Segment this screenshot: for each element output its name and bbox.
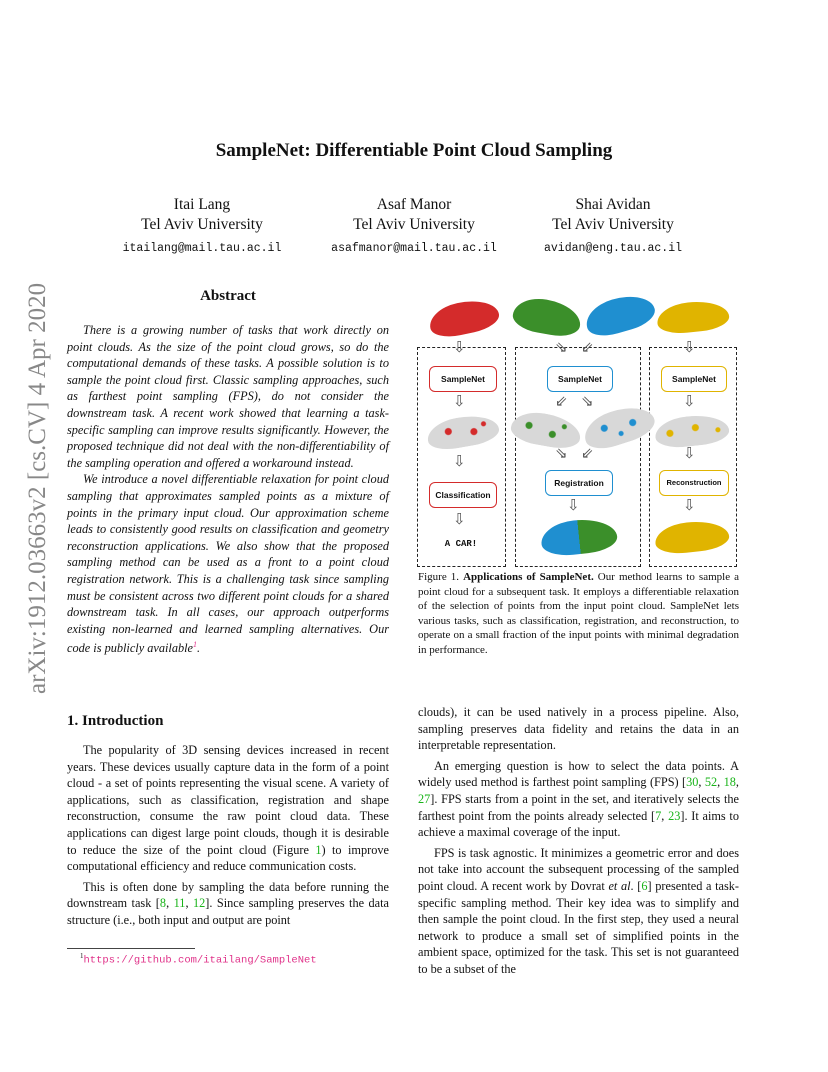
author-2	[299, 195, 529, 259]
intro-paragraph-3: An emerging question is how to select the data points. A widely used method is farthest point sampling (FPS) [30, 52, 18, 27]. FPS starts from a point in the set, and iteratively selects the farthest point from the points already selected [7, 23]. It aims to achieve a maximal coverage of the input.	[418, 758, 739, 840]
arrow-down-icon: ⇙	[555, 392, 568, 410]
arrow-down-icon: ⇩	[683, 444, 696, 462]
author-name: Asaf Manor	[376, 196, 452, 213]
abstract-paragraph-1: There is a growing number of tasks that work directly on point clouds. As the size of the point cloud grows, so do the computational demands of these tasks. A possible solution is to sample the point cloud first. Classic sampling approaches, such as farthest point sampling (FPS), do not consider the downstream task. A recent work showed that learning a task-specific sampling can improve results significantly. However, the proposed technique did not deal with the non-differentiability of the sampling operation and offered a workaround instead.	[67, 323, 389, 470]
citation[interactable]: 27	[418, 791, 431, 806]
footnote-rule	[67, 948, 195, 949]
code-link[interactable]: https://github.com/itailang/SampleNet	[83, 954, 317, 967]
citation[interactable]: 8	[159, 896, 167, 911]
arrow-down-icon: ⇙	[581, 338, 594, 356]
author-name: Itai Lang	[173, 196, 231, 213]
citation[interactable]: 11	[173, 896, 186, 911]
right-column-body	[418, 704, 739, 982]
author-name: Shai Avidan	[575, 196, 651, 213]
input-cloud-green	[511, 294, 584, 339]
figure-1	[415, 292, 740, 572]
registration-block: Registration	[545, 470, 613, 496]
input-cloud-red	[426, 295, 501, 341]
arrow-down-icon: ⇘	[555, 338, 568, 356]
author-affiliation: Tel Aviv University	[353, 216, 475, 233]
arrow-down-icon: ⇩	[453, 338, 466, 356]
arxiv-stamp: arXiv:1912.03663v2 [cs.CV] 4 Apr 2020	[24, 282, 51, 694]
samplenet-block: SampleNet	[429, 366, 497, 392]
intro-paragraph-continued: clouds), it can be used natively in a process pipeline. Also, sampling preserves data fidelity and retains the data in an interpretable representation.	[418, 705, 739, 753]
abstract-body	[67, 322, 389, 657]
citation[interactable]: 30	[686, 775, 699, 790]
arrow-down-icon: ⇩	[453, 452, 466, 470]
samplenet-block: SampleNet	[547, 366, 613, 392]
reconstruction-block: Reconstruction	[659, 470, 729, 496]
section-heading-introduction: 1. Introduction	[67, 713, 164, 729]
abstract-paragraph-2: We introduce a novel differentiable relaxation for point cloud sampling that approximates sampled points as a mixture of points in the primary input cloud. Our approximation scheme leads to consistently good results on classification and geometry reconstruction applications. We also show that the proposed sampling method can be used as a front to a point cloud registration network. This is a challenging task since sampling must be consistent across two different point clouds for a shared downstream task. In all cases, our approach outperforms existing non-learned and learned sampling alternatives. Our code is publicly available$^1$.	[67, 472, 389, 656]
citation[interactable]: 52	[704, 775, 718, 790]
arrow-down-icon: ⇩	[683, 392, 696, 410]
input-cloud-yellow	[656, 298, 731, 335]
arrow-down-icon: ⇘	[555, 444, 568, 462]
intro-paragraph-1: The popularity of 3D sensing devices increased in recent years. These devices usually capture data in the form of a point cloud - a set of points representing the visual scene. A variety of applications, such as classification, registration and shape reconstruction, consume the raw point cloud data. These applications can digest large point clouds, though it is desirable to reduce the size of the point cloud (Figure 1) to improve computational efficiency and reduce communication costs.	[67, 743, 389, 874]
citation[interactable]: 18	[723, 775, 736, 790]
author-email[interactable]: asafmanor@mail.tau.ac.il	[331, 242, 497, 255]
citation[interactable]: 6	[641, 878, 648, 893]
footnote-marker[interactable]: 1	[193, 640, 198, 650]
arrow-down-icon: ⇩	[567, 496, 580, 514]
author-email[interactable]: itailang@mail.tau.ac.il	[122, 242, 282, 255]
citation[interactable]: 23	[668, 808, 681, 823]
citation[interactable]: 12	[192, 896, 206, 911]
samplenet-block: SampleNet	[661, 366, 727, 392]
abstract-heading: Abstract	[200, 288, 256, 304]
classification-output: A CAR!	[444, 539, 478, 549]
classification-block: Classification	[429, 482, 497, 508]
author-affiliation: Tel Aviv University	[141, 216, 263, 233]
author-email[interactable]: avidan@eng.tau.ac.il	[543, 242, 683, 255]
citation[interactable]: 7	[655, 808, 662, 823]
author-1	[87, 195, 317, 259]
author-3	[498, 195, 728, 259]
intro-paragraph-2: This is often done by sampling the data before running the downstream task [8, 11, 12]. Since sampling preserves the data structure (i.e., both input and output are point	[67, 879, 390, 927]
arrow-down-icon: ⇩	[683, 496, 696, 514]
figure-1-caption: Figure 1. Applications of SampleNet. Our method learns to sample a point cloud for a subsequent task. It employs a differentiable relaxation of the selection of points from the input point cloud. SampleNet lets various tasks, such as classification, registration, and reconstruction, to operate on a small fraction of the input points with minimal degradation in performance.	[418, 571, 740, 656]
arrow-down-icon: ⇘	[581, 392, 594, 410]
author-affiliation: Tel Aviv University	[552, 216, 674, 233]
arrow-down-icon: ⇙	[581, 444, 594, 462]
footnote: $^1$https://github.com/itailang/SampleNet	[80, 952, 317, 967]
introduction-body	[67, 742, 389, 933]
arrow-down-icon: ⇩	[453, 392, 466, 410]
arrow-down-icon: ⇩	[683, 338, 696, 356]
figure-ref[interactable]: 1	[315, 842, 322, 857]
paper-title: SampleNet: Differentiable Point Cloud Sampling	[215, 140, 613, 161]
intro-paragraph-4: FPS is task agnostic. It minimizes a geometric error and does not take into account the subsequent processing of the sampled point cloud. A recent work by Dovrat et al. [6] presented a task-specific sampling method. Their key idea was to simplify and then sample the point cloud. In the first step, they used a neural network to produce a small set of simplified points in the ambient space, optimized for the task. This set is not guaranteed to be a subset of the	[418, 845, 740, 976]
arrow-down-icon: ⇩	[453, 510, 466, 528]
input-cloud-blue	[582, 289, 659, 341]
